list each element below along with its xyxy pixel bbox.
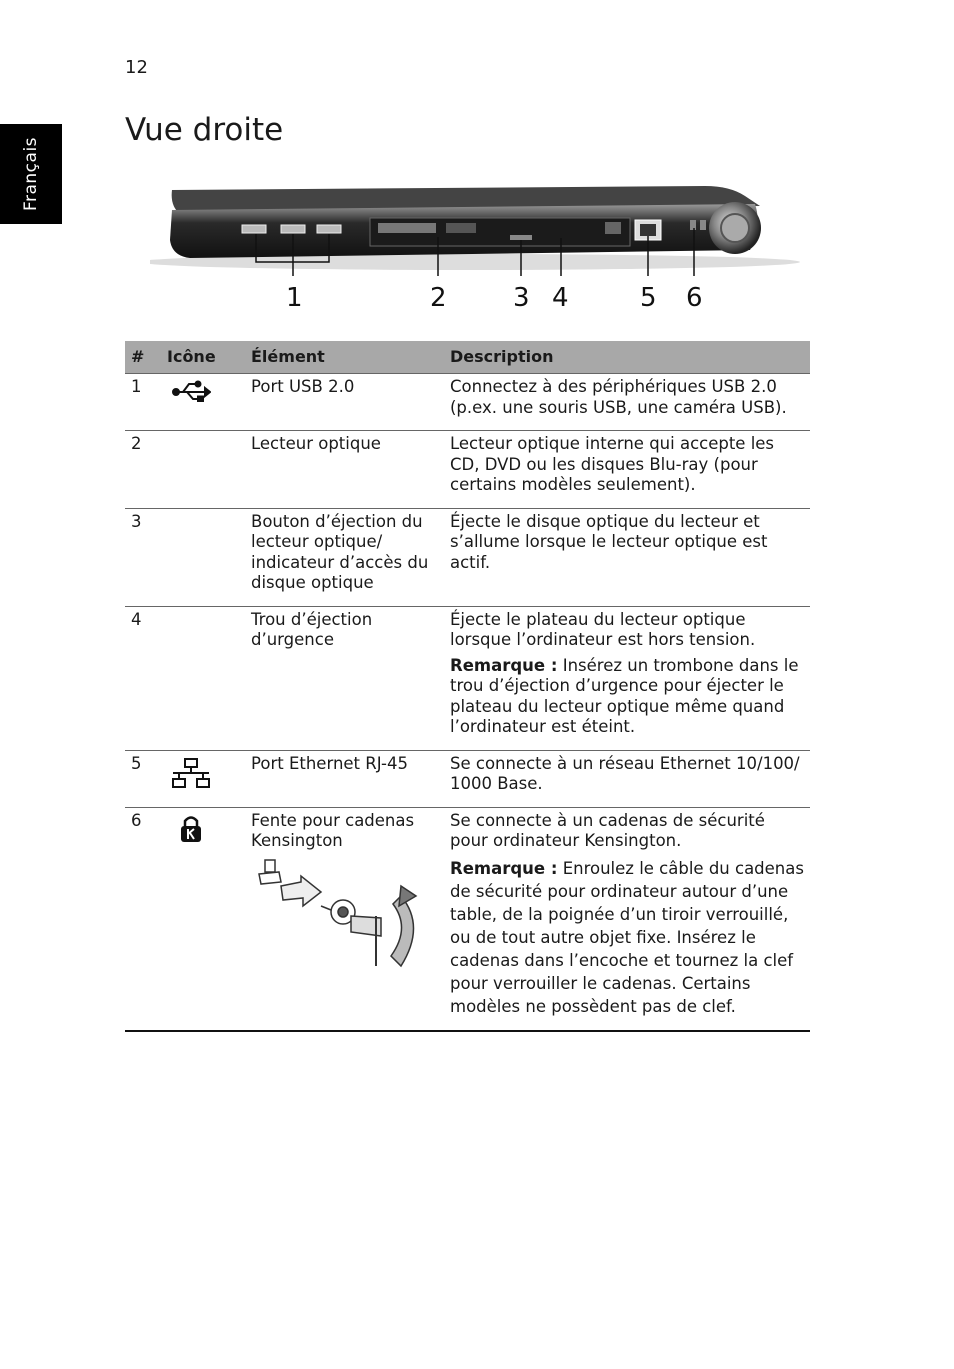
header-element: Élément bbox=[245, 341, 444, 374]
row-num: 5 bbox=[125, 750, 161, 807]
row-description: Éjecte le plateau du lecteur optique lorsque l’ordinateur est hors tension. bbox=[450, 609, 756, 649]
row-icon bbox=[161, 606, 245, 750]
ports-table bbox=[125, 341, 810, 1032]
laptop-right-side-figure bbox=[150, 180, 810, 320]
callout-6: 6 bbox=[686, 283, 703, 313]
row-element: Bouton d’éjection du lecteur optique/ indicateur d’accès du disque optique bbox=[245, 508, 444, 606]
row-num: 2 bbox=[125, 431, 161, 509]
callout-1: 1 bbox=[286, 283, 303, 313]
row-element: Trou d’éjection d’urgence bbox=[245, 606, 444, 750]
callout-3: 3 bbox=[513, 283, 530, 313]
table-row bbox=[125, 508, 810, 606]
table-row bbox=[125, 606, 810, 750]
row-element: Port USB 2.0 bbox=[245, 374, 444, 431]
language-tab-label: Français bbox=[21, 136, 41, 212]
row-element: Fente pour cadenas Kensington bbox=[251, 810, 415, 850]
row-description-cell bbox=[444, 606, 810, 750]
callout-5: 5 bbox=[640, 283, 657, 313]
header-description: Description bbox=[444, 341, 810, 374]
page-title: Vue droite bbox=[125, 112, 284, 148]
table-row bbox=[125, 807, 810, 1031]
row-icon bbox=[161, 750, 245, 807]
callout-4: 4 bbox=[552, 283, 569, 313]
row-description: Se connecte à un réseau Ethernet 10/100/ 1000 Base. bbox=[444, 750, 810, 807]
row-element: Lecteur optique bbox=[245, 431, 444, 509]
row-num: 4 bbox=[125, 606, 161, 750]
callout-2: 2 bbox=[430, 283, 447, 313]
row-icon bbox=[161, 374, 245, 431]
table-row bbox=[125, 431, 810, 509]
row-icon bbox=[161, 431, 245, 509]
header-num: # bbox=[125, 341, 161, 374]
row-description-cell bbox=[444, 807, 810, 1031]
table-header-row bbox=[125, 341, 810, 374]
row-element-cell bbox=[245, 807, 444, 1031]
ethernet-icon bbox=[171, 757, 211, 791]
kensington-lock-icon bbox=[171, 814, 211, 844]
table-row bbox=[125, 374, 810, 431]
row-icon bbox=[161, 508, 245, 606]
note-label: Remarque : bbox=[450, 655, 558, 675]
row-note bbox=[450, 656, 804, 738]
usb-icon bbox=[171, 380, 211, 402]
row-num: 3 bbox=[125, 508, 161, 606]
header-icon: Icône bbox=[161, 341, 245, 374]
row-num: 6 bbox=[125, 807, 161, 1031]
language-tab bbox=[0, 124, 62, 224]
row-description: Éjecte le disque optique du lecteur et s’allume lorsque le lecteur optique est actif. bbox=[444, 508, 810, 606]
kensington-lock-illustration bbox=[251, 856, 426, 986]
note-text: Enroulez le câble du cadenas de sécurité pour ordinateur autour d’une table, de la poignée d’un tiroir verrouillé, ou de tout autre objet fixe. Insérez le cadenas dans l’encoche et tournez la clef pour verrouiller le cadenas. Certains modèles ne possèdent pas de clef. bbox=[450, 858, 804, 1016]
row-num: 1 bbox=[125, 374, 161, 431]
row-icon bbox=[161, 807, 245, 1031]
row-description: Connectez à des périphériques USB 2.0 (p.ex. une souris USB, une caméra USB). bbox=[444, 374, 810, 431]
row-description: Lecteur optique interne qui accepte les CD, DVD ou les disques Blu-ray (pour certains modèles seulement). bbox=[444, 431, 810, 509]
row-description: Se connecte à un cadenas de sécurité pour ordinateur Kensington. bbox=[450, 810, 765, 850]
note-label: Remarque : bbox=[450, 858, 558, 878]
table-row bbox=[125, 750, 810, 807]
page-number: 12 bbox=[125, 57, 148, 78]
note-text: Insérez un trombone dans le trou d’éjection d’urgence pour éjecter le plateau du lecteur optique même quand l’ordinateur est éteint. bbox=[450, 655, 799, 736]
row-note bbox=[450, 857, 804, 1018]
row-element: Port Ethernet RJ-45 bbox=[245, 750, 444, 807]
